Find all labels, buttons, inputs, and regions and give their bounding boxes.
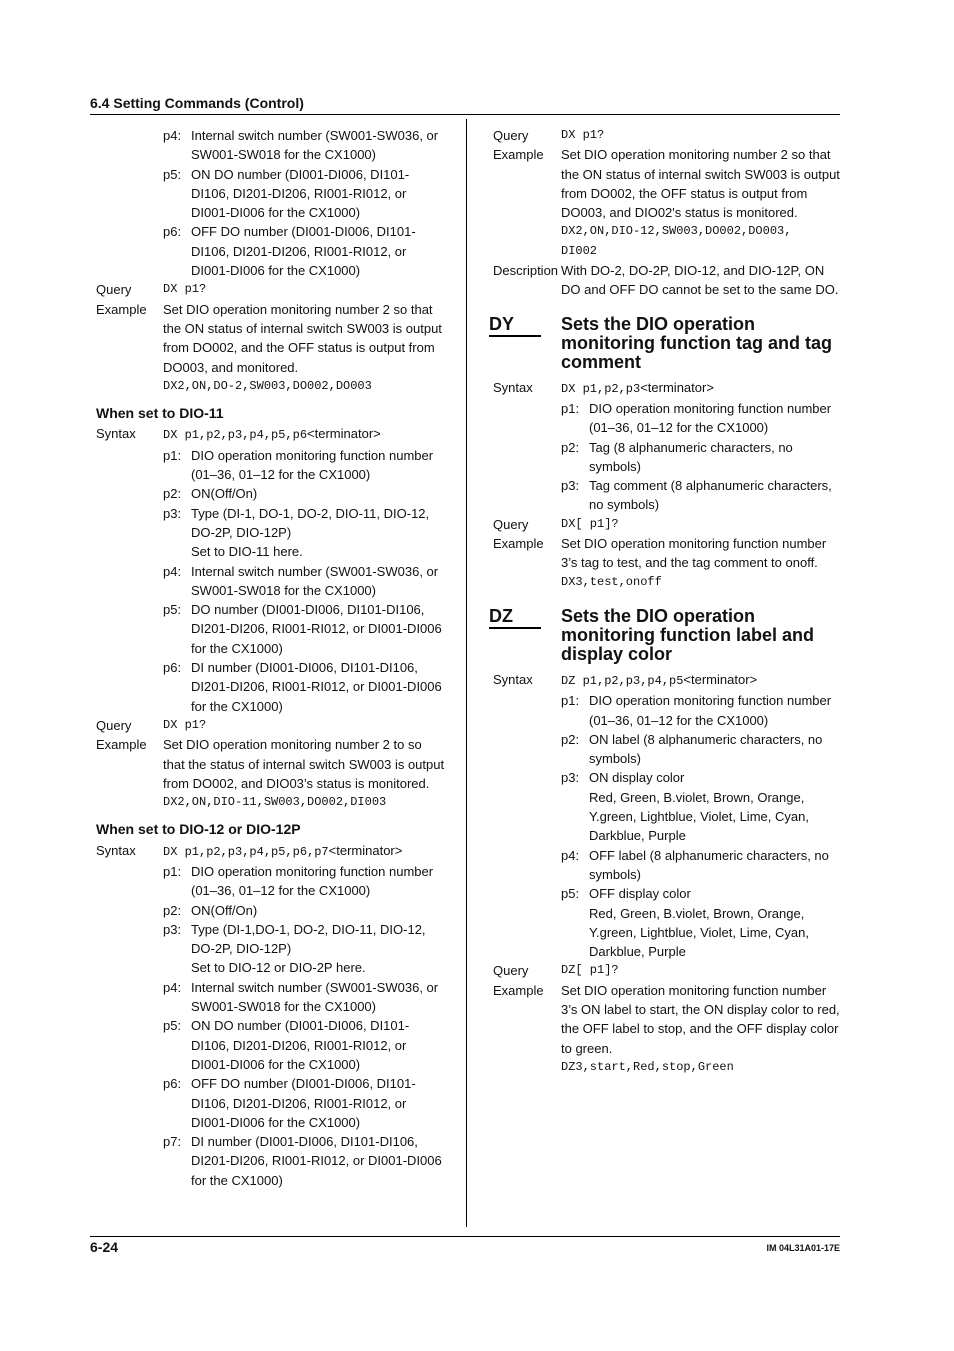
left-column [96, 126, 446, 1190]
query-row: Query DX p1? [493, 128, 605, 143]
example-row: Example Set DIO operation monitoring function number 3’s tag to test, and the tag comment to onoff. [493, 536, 827, 571]
syntax-row: Syntax DZ p1,p2,p3,p4,p5<terminator> [493, 671, 758, 688]
param-item: p1: DIO operation monitoring function number (01–36, 01–12 for the CX1000) [163, 447, 434, 483]
param-item: p7: DI number (DI001-DI006, DI101-DI106, DI201-DI206, RI001-RI012, or DI001-DI006 for the CX1000) [163, 1134, 442, 1188]
param-item: p3: Type (DI-1, DO-1, DO-2, DIO-11, DIO-12, DO-2P, DIO-12P) [163, 505, 430, 540]
example-code: DI002 [561, 243, 598, 258]
syntax-row: Syntax DX p1,p2,p3,p4,p5,p6<terminator> [96, 426, 381, 443]
example-code: DZ3,start,Red,stop,Green [561, 1059, 734, 1074]
param-item: Red, Green, B.violet, Brown, Orange, Y.green, Lightblue, Violet, Lime, Cyan, Darkblue, Purple [589, 789, 809, 844]
param-item: p2: ON label (8 alphanumeric characters, no symbols) [561, 731, 823, 767]
example-row: Example Set DIO operation monitoring number 2 so that the ON status of internal switch SW003 is output from DO002, the OFF status is output from DO003, and DIO02's status is monitored. [493, 147, 840, 221]
footer-rule [90, 1236, 840, 1237]
param-list [493, 691, 843, 961]
param-item: p2: ON(Off/On) [163, 902, 258, 918]
param-item: p5: OFF display color [561, 886, 691, 902]
param-item: Set to DIO-11 here. [191, 544, 303, 560]
syntax-row: Syntax DX p1,p2,p3<terminator> [493, 379, 714, 396]
document-id: IM 04L31A01-17E [766, 1243, 840, 1253]
param-list [96, 862, 446, 1190]
example-code: DX2,ON,DIO-11,SW003,DO002,DI003 [163, 795, 387, 810]
example-row: Example Set DIO operation monitoring number 2 so that the ON status of internal switch SW003 is output from DO002, and the OFF status is output from DO003, and monitored. [96, 301, 442, 375]
example-code: DX3,test,onoff [561, 574, 662, 589]
param-item: p4: OFF label (8 alphanumeric characters, no symbols) [561, 847, 829, 882]
query-row: Query DX p1? [96, 717, 207, 733]
param-item: p5: ON DO number (DI001-DI006, DI101-DI106, DI201-DI206, RI001-RI012, or DI001-DI006 for the CX1000) [163, 166, 410, 221]
syntax-row: Syntax DX p1,p2,p3,p4,p5,p6,p7<terminator> [96, 842, 403, 859]
query-row: Query DX p1? [96, 282, 207, 298]
param-list [493, 399, 843, 515]
subheading-dio12: When set to DIO-12 or DIO-12P [96, 821, 301, 838]
command-code: DY [489, 315, 541, 337]
subheading-dio11: When set to DIO-11 [96, 405, 224, 422]
param-item: p5: ON DO number (DI001-DI006, DI101-DI106, DI201-DI206, RI001-RI012, or DI001-DI006 for the CX1000) [163, 1018, 410, 1072]
param-item: p4: Internal switch number (SW001-SW036, or SW001-SW018 for the CX1000) [163, 128, 439, 163]
param-item: p2: Tag (8 alphanumeric characters, no symbols) [561, 439, 793, 474]
param-item: p2: ON(Off/On) [163, 486, 258, 502]
example-row: Example Set DIO operation monitoring number 2 to so that the status of internal switch SW003 is output from DO002, and DIO03’s status is monitored. [96, 737, 445, 791]
param-item: p1: DIO operation monitoring function number (01–36, 01–12 for the CX1000) [561, 693, 832, 728]
param-item: p4: Internal switch number (SW001-SW036, or SW001-SW018 for the CX1000) [163, 563, 439, 598]
param-list [96, 446, 446, 716]
section-dz-heading [489, 605, 843, 664]
param-item: Red, Green, B.violet, Brown, Orange, Y.green, Lightblue, Violet, Lime, Cyan, Darkblue, Purple [589, 905, 809, 960]
query-row: Query DX[ p1]? [493, 516, 619, 532]
running-header: 6.4 Setting Commands (Control) [90, 95, 304, 111]
query-row: Query DZ[ p1]? [493, 963, 619, 979]
param-item: p3: Tag comment (8 alphanumeric characters, no symbols) [561, 478, 832, 513]
example-row: Example Set DIO operation monitoring function number 3’s ON label to start, the ON display color to red, the OFF label to stop, and the OFF display color to green. [493, 982, 840, 1056]
param-item: p3: ON display color [561, 770, 685, 786]
page-number: 6-24 [90, 1239, 119, 1255]
example-code: DX2,ON,DO-2,SW003,DO002,DO003 [163, 378, 372, 393]
header-rule [90, 114, 840, 115]
param-item: p6: OFF DO number (DI001-DI006, DI101-DI106, DI201-DI206, RI001-RI012, or DI001-DI006 for the CX1000) [163, 224, 416, 279]
param-item: p4: Internal switch number (SW001-SW036, or SW001-SW018 for the CX1000) [163, 979, 439, 1015]
param-item: p3: Type (DI-1,DO-1, DO-2, DIO-11, DIO-12, DO-2P, DIO-12P) [163, 921, 426, 957]
command-code: DZ [489, 607, 541, 629]
param-item: p6: OFF DO number (DI001-DI006, DI101-DI106, DI201-DI206, RI001-RI012, or DI001-DI006 for the CX1000) [163, 1076, 416, 1130]
description-row: Description With DO-2, DO-2P, DIO-12, and DIO-12P, ON DO and OFF DO cannot be set to the same DO. [493, 263, 839, 298]
param-item: p5: DO number (DI001-DI006, DI101-DI106, DI201-DI206, RI001-RI012, or DI001-DI006 for the CX1000) [163, 602, 442, 656]
param-item: p1: DIO operation monitoring function number (01–36, 01–12 for the CX1000) [163, 863, 434, 899]
example-code: DX2,ON,DIO-12,SW003,DO002,DO003, [561, 224, 792, 239]
column-divider [466, 119, 467, 1227]
right-column [489, 126, 843, 1077]
section-dy-heading [489, 313, 843, 372]
param-item: p6: DI number (DI001-DI006, DI101-DI106, DI201-DI206, RI001-RI012, or DI001-DI006 for the CX1000) [163, 660, 442, 714]
param-item: p1: DIO operation monitoring function number (01–36, 01–12 for the CX1000) [561, 400, 832, 436]
section-title: Sets the DIO operation monitoring function label and display color [561, 605, 814, 664]
section-title: Sets the DIO operation monitoring function tag and tag comment [561, 313, 832, 372]
param-list [96, 126, 446, 280]
param-item: Set to DIO-12 or DIO-2P here. [191, 960, 366, 976]
